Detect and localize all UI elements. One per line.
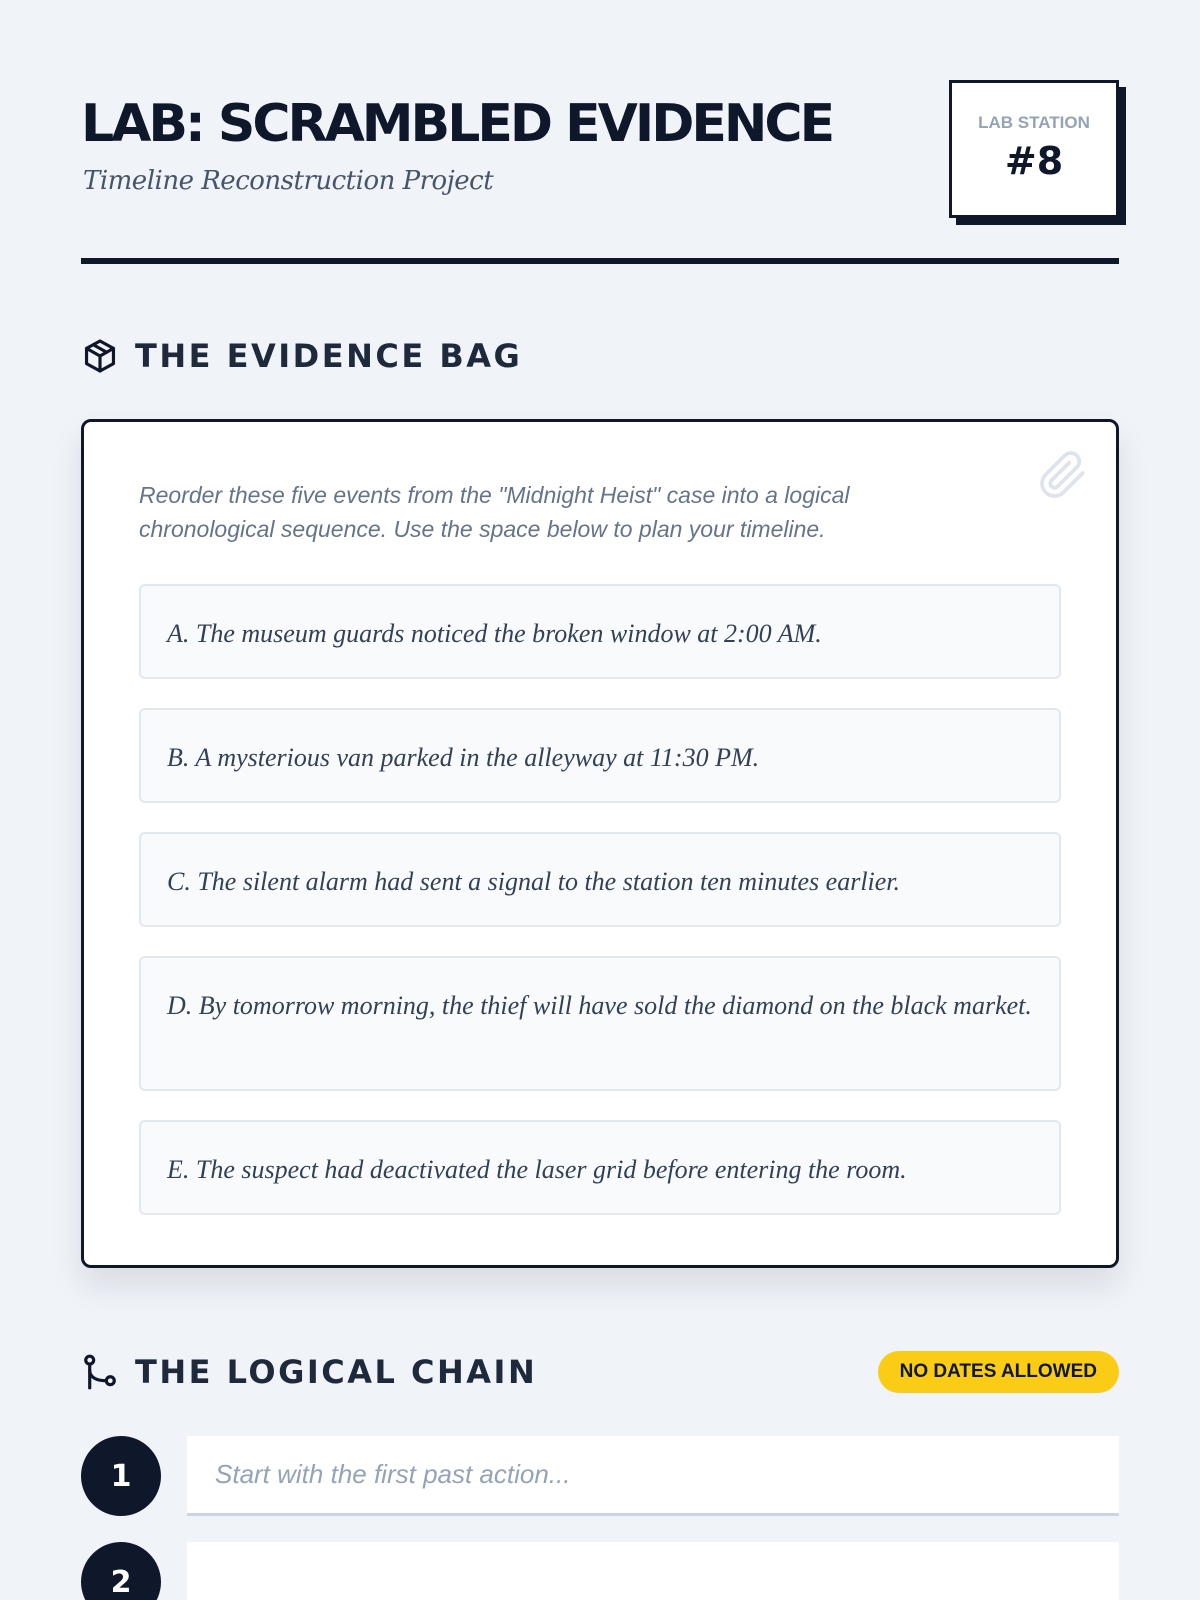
evidence-item[interactable] [139, 832, 1061, 927]
page-subtitle: Timeline Reconstruction Project [83, 166, 494, 196]
chain-section-header [81, 1350, 1119, 1394]
evidence-card [81, 419, 1119, 1268]
page-title: LAB: SCRAMBLED EVIDENCE [81, 94, 833, 154]
evidence-item[interactable] [139, 1120, 1061, 1215]
chain-step [81, 1542, 1119, 1600]
step-number: 1 [81, 1436, 161, 1516]
evidence-item-text: C. The silent alarm had sent a signal to the station ten minutes earlier. [167, 867, 901, 896]
step-number: 2 [81, 1542, 161, 1600]
station-number: #8 [1004, 139, 1064, 183]
git-branch-icon [81, 1353, 119, 1391]
page-header [81, 78, 1119, 264]
lab-station-card [949, 80, 1119, 218]
evidence-item-text: E. The suspect had deactivated the laser grid before entering the room. [167, 1155, 907, 1184]
evidence-instructions: Reorder these five events from the "Midnight Heist" case into a logical chronological sequence. Use the space below to plan your timeline. [139, 482, 850, 542]
step-1-input[interactable] [187, 1436, 1119, 1516]
station-label: LAB STATION [978, 113, 1090, 132]
evidence-item-text: A. The museum guards noticed the broken window at 2:00 AM. [167, 619, 822, 648]
evidence-section-title: THE EVIDENCE BAG [135, 337, 523, 375]
no-dates-badge: NO DATES ALLOWED [878, 1351, 1119, 1393]
evidence-item-text: B. A mysterious van parked in the alleyway at 11:30 PM. [167, 743, 760, 772]
evidence-item[interactable] [139, 708, 1061, 803]
evidence-item[interactable] [139, 584, 1061, 679]
header-divider [81, 258, 1119, 264]
evidence-item[interactable] [139, 956, 1061, 1091]
step-2-input[interactable] [187, 1542, 1119, 1600]
chain-step [81, 1436, 1119, 1516]
paperclip-icon [1038, 450, 1088, 500]
evidence-section-header [81, 334, 1119, 378]
evidence-item-text: D. By tomorrow morning, the thief will have sold the diamond on the black market. [167, 991, 1032, 1020]
chain-section-title: THE LOGICAL CHAIN [135, 1353, 538, 1391]
package-icon [81, 337, 119, 375]
